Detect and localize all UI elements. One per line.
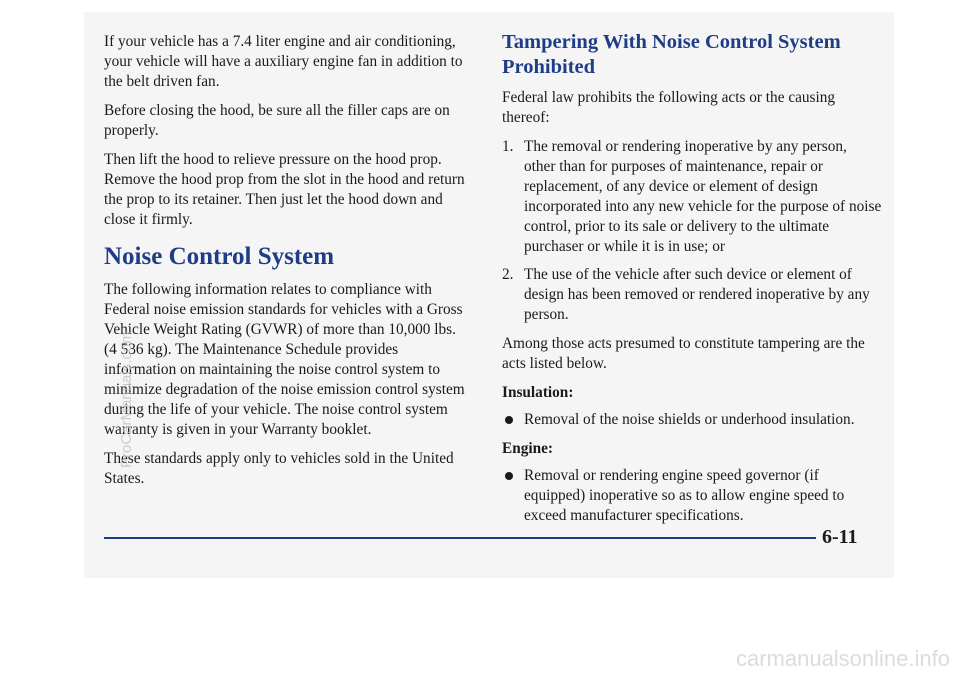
- list-item-text: The removal or rendering inoperative by any person, other than for purposes of maintenance, repair or replacement, of any device or element of design incorporated into any new vehicle for the purpose of noise control, prior to its sale or delivery to the ultimate purchaser or while it is in use; or: [524, 138, 882, 255]
- insulation-list: [502, 410, 882, 430]
- list-number: 1.: [502, 138, 514, 155]
- presumed-acts-paragraph: Among those acts presumed to constitute tampering are the acts listed below.: [502, 335, 865, 372]
- noise-control-heading: Noise Control System: [104, 243, 335, 270]
- fan-paragraph: If your vehicle has a 7.4 liter engine and air conditioning, your vehicle will have a auxiliary engine fan in addition to the belt driven fan.: [104, 33, 463, 90]
- compliance-paragraph: The following information relates to compliance with Federal noise emission standards for vehicles with a Gross Vehicle Weight Rating (GVWR) of more than 10,000 lbs. (4 536 kg). The Maintenance Schedule provides information on maintaining the noise control system to minimize degradation of the noise emission control system during the life of your vehicle. The noise control system warranty is given in your Warranty booklet.: [104, 281, 465, 438]
- list-item: [502, 137, 882, 257]
- left-column: [104, 32, 466, 498]
- prohibited-acts-list: [502, 137, 882, 325]
- list-item-text: The use of the vehicle after such device or element of design has been removed or rendered inoperative by any person.: [524, 266, 870, 323]
- footer-rule: [104, 537, 816, 539]
- list-item: [502, 410, 882, 430]
- list-item: [502, 466, 882, 526]
- federal-law-intro: Federal law prohibits the following acts or the causing thereof:: [502, 89, 836, 126]
- tampering-heading: Tampering With Noise Control System Prohibited: [502, 31, 841, 78]
- list-number: 2.: [502, 266, 514, 283]
- list-item-text: Removal of the noise shields or underhood insulation.: [524, 411, 855, 428]
- side-watermark: ProCarManuals.com: [118, 331, 135, 468]
- engine-label: Engine:: [502, 440, 553, 457]
- standards-paragraph: These standards apply only to vehicles sold in the United States.: [104, 450, 454, 487]
- filler-caps-paragraph: Before closing the hood, be sure all the filler caps are on properly.: [104, 102, 450, 139]
- bullet-icon: [505, 416, 513, 424]
- right-column: [502, 30, 882, 535]
- hood-prop-paragraph: Then lift the hood to relieve pressure on the hood prop. Remove the hood prop from the slot in the hood and return the prop to its retainer. Then just let the hood down and close it firmly.: [104, 151, 465, 228]
- page-number: 6-11: [822, 526, 858, 548]
- engine-list: [502, 466, 882, 526]
- list-item-text: Removal or rendering engine speed governor (if equipped) inoperative so as to allow engine speed to exceed manufacturer specifications.: [524, 467, 845, 524]
- bullet-icon: [505, 472, 513, 480]
- site-watermark[interactable]: carmanualsonline.info: [735, 646, 950, 671]
- list-item: [502, 265, 882, 325]
- insulation-label: Insulation:: [502, 384, 574, 401]
